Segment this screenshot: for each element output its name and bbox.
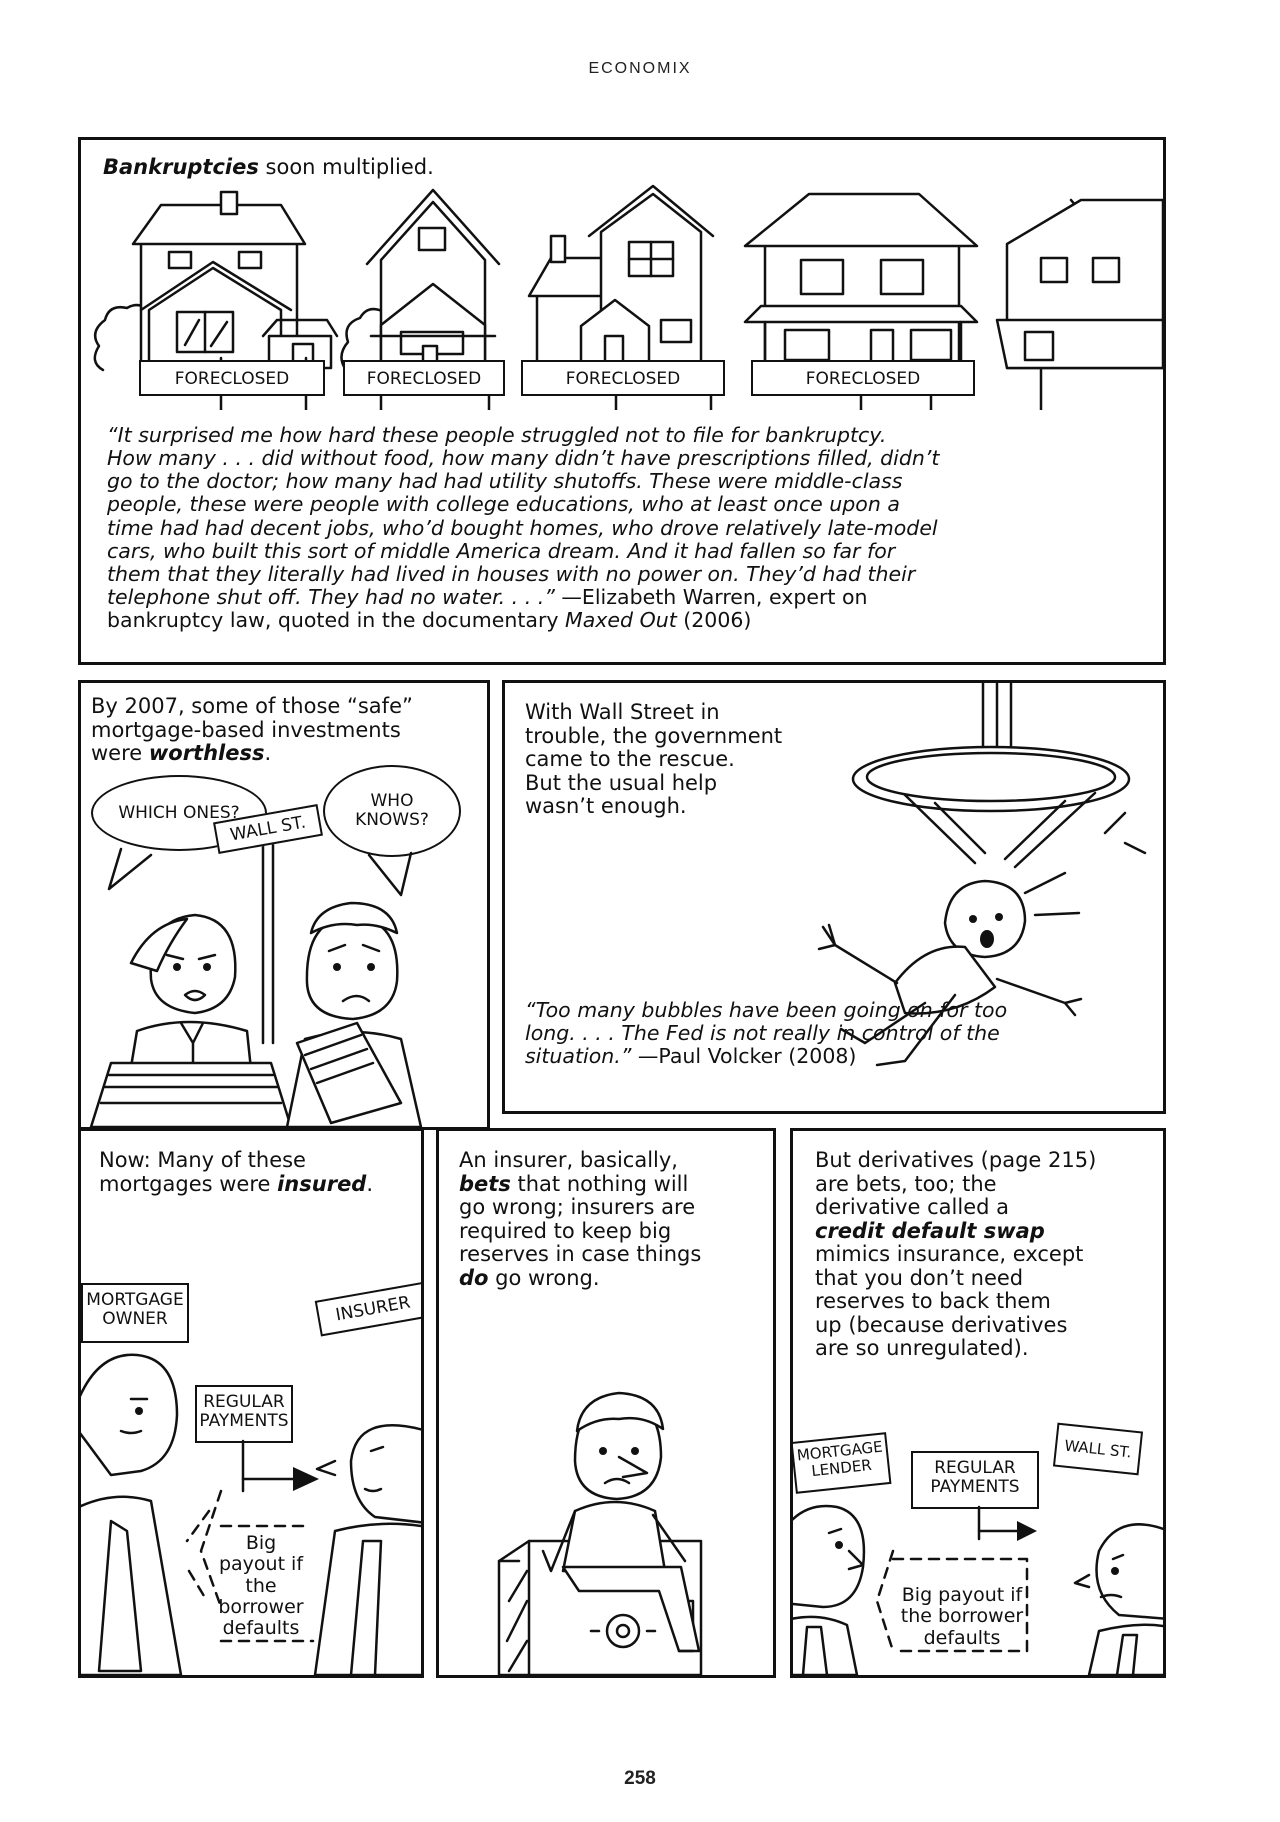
wall-st-sign: WALL ST.	[1053, 1423, 1143, 1476]
payout-note: Big payout if the borrower defaults	[218, 1532, 304, 1640]
arrow-right-icon	[1017, 1521, 1037, 1541]
caption-line: Now: Many of these	[99, 1148, 306, 1172]
caption-line: wasn’t enough.	[525, 794, 687, 819]
quote-line	[107, 609, 1147, 632]
house-icon	[745, 194, 977, 368]
film-title: Maxed Out	[565, 608, 677, 633]
quote-line	[525, 1045, 1155, 1068]
caption-text: mortgages were	[99, 1171, 278, 1196]
caption-line: But the usual help	[525, 770, 718, 795]
caption-line: trouble, the government	[525, 723, 783, 748]
running-header: ECONOMIX	[588, 60, 692, 77]
caption-line: required to keep big	[459, 1218, 672, 1243]
insurer-man-icon	[315, 1425, 421, 1675]
arrow-right-icon	[293, 1467, 319, 1491]
panel-credit-default-swap	[790, 1128, 1166, 1678]
caption-bold-bankruptcies: Bankruptcies	[103, 155, 259, 179]
lender-man-icon	[793, 1506, 864, 1675]
quote-line: How many . . . did without food, how many didn’t have prescriptions filled, didn’t	[107, 446, 940, 471]
volcker-quote	[525, 999, 1155, 1068]
caption-line: that you don’t need	[815, 1265, 1024, 1290]
caption-line: But derivatives (page 215)	[815, 1148, 1097, 1172]
panel-government-rescue	[502, 680, 1166, 1114]
regular-payments-sign: REGULAR PAYMENTS	[195, 1385, 293, 1443]
caption-bold-insured: insured	[277, 1171, 367, 1196]
caption-line: By 2007, some of those “safe”	[91, 694, 413, 718]
bald-man-icon	[81, 1355, 181, 1675]
mortgage-lender-sign: MORTGAGE LENDER	[791, 1432, 892, 1494]
regular-payments-sign: REGULAR PAYMENTS	[911, 1451, 1039, 1509]
quote-line: them that they literally had lived in houses with no power on. They’d had their	[107, 561, 916, 586]
caption-line: reserves to back them	[815, 1289, 1051, 1314]
wall-street-man-icon	[1075, 1524, 1163, 1675]
foreclosed-sign: FORECLOSED	[521, 360, 725, 396]
quote-line: “Too many bubbles have been going on for too	[525, 998, 1008, 1022]
wall-st-street-sign: WALL ST.	[213, 804, 323, 854]
speech-text: WHICH ONES?	[118, 802, 240, 823]
caption-text: go wrong.	[488, 1265, 600, 1290]
quote-line	[107, 586, 1147, 609]
foreclosed-sign: FORECLOSED	[751, 360, 975, 396]
quote-attribution: —Elizabeth Warren, expert on	[554, 585, 868, 610]
caption-line: are bets, too; the	[815, 1171, 997, 1196]
quote-attribution: —Paul Volcker (2008)	[631, 1044, 857, 1069]
caption-line: derivative called a	[815, 1195, 1009, 1220]
caption-line: up (because derivatives	[815, 1312, 1068, 1337]
caption-text: that nothing will	[510, 1171, 689, 1196]
house-icon	[529, 186, 713, 368]
house-icon	[997, 200, 1163, 368]
quote-attribution-2: bankruptcy law, quoted in the documentary	[107, 608, 566, 633]
panel-foreclosures	[78, 137, 1166, 665]
man-on-safe-illustration	[439, 1131, 773, 1675]
film-year: (2006)	[676, 608, 752, 633]
quote-line: go to the doctor; how many had had utility shutoffs. These were middle-class	[107, 469, 903, 494]
payout-note: Big payout if the borrower defaults	[900, 1584, 1024, 1649]
caption-text: soon multiplied.	[258, 155, 434, 179]
caption-bold-do: do	[459, 1265, 489, 1290]
caption-bold-worthless: worthless	[148, 741, 265, 766]
caption-line: reserves in case things	[459, 1242, 702, 1267]
panel-insurer-bets	[436, 1128, 776, 1678]
insurer-sign: INSURER	[315, 1282, 424, 1337]
quote-line: people, these were people with college educations, who at least once upon a	[107, 492, 900, 517]
warren-quote	[107, 424, 1147, 632]
caption-line: mimics insurance, except	[815, 1242, 1084, 1267]
quote-line: long. . . . The Fed is not really in control of the	[525, 1021, 1000, 1046]
caption-period: .	[366, 1171, 374, 1196]
foreclosed-sign: FORECLOSED	[343, 360, 505, 396]
caption-line: An insurer, basically,	[459, 1148, 678, 1172]
quote-line: cars, who built this sort of middle America dream. And it had fallen so far for	[107, 538, 896, 563]
caption-line: mortgage-based investments	[91, 717, 401, 742]
anxious-man-icon	[287, 903, 421, 1127]
caption-line: came to the rescue.	[525, 747, 735, 772]
caption-period: .	[264, 741, 272, 766]
caption-line: are so unregulated).	[815, 1336, 1029, 1361]
quote-line: “It surprised me how hard these people struggled not to file for bankruptcy.	[107, 423, 887, 447]
house-icon	[367, 190, 499, 368]
house-icon	[133, 192, 337, 368]
caption-line: With Wall Street in	[525, 700, 720, 724]
foreclosed-sign: FORECLOSED	[139, 360, 325, 396]
quote-line: time had had decent jobs, who’d bought homes, who drove relatively late-model	[107, 515, 938, 540]
caption-bold-bets: bets	[459, 1171, 511, 1196]
panel-insured-mortgages	[78, 1128, 424, 1678]
quote-last-italic: situation.”	[525, 1044, 632, 1069]
mortgage-owner-sign: MORTGAGE OWNER	[81, 1283, 189, 1343]
worried-man-icon	[91, 915, 291, 1127]
page-number: 258	[624, 1768, 656, 1789]
wall-street-workers-illustration	[81, 683, 487, 1127]
quote-last-italic: telephone shut off. They had no water. . . .”	[107, 585, 555, 610]
caption-bold-credit-default-swap: credit default swap	[815, 1218, 1045, 1243]
caption-text: were	[91, 741, 149, 766]
safety-net-icon	[853, 683, 1129, 867]
speech-text: WHO KNOWS?	[355, 791, 429, 830]
panel-worthless-investments	[78, 680, 490, 1130]
caption-line: go wrong; insurers are	[459, 1195, 696, 1220]
